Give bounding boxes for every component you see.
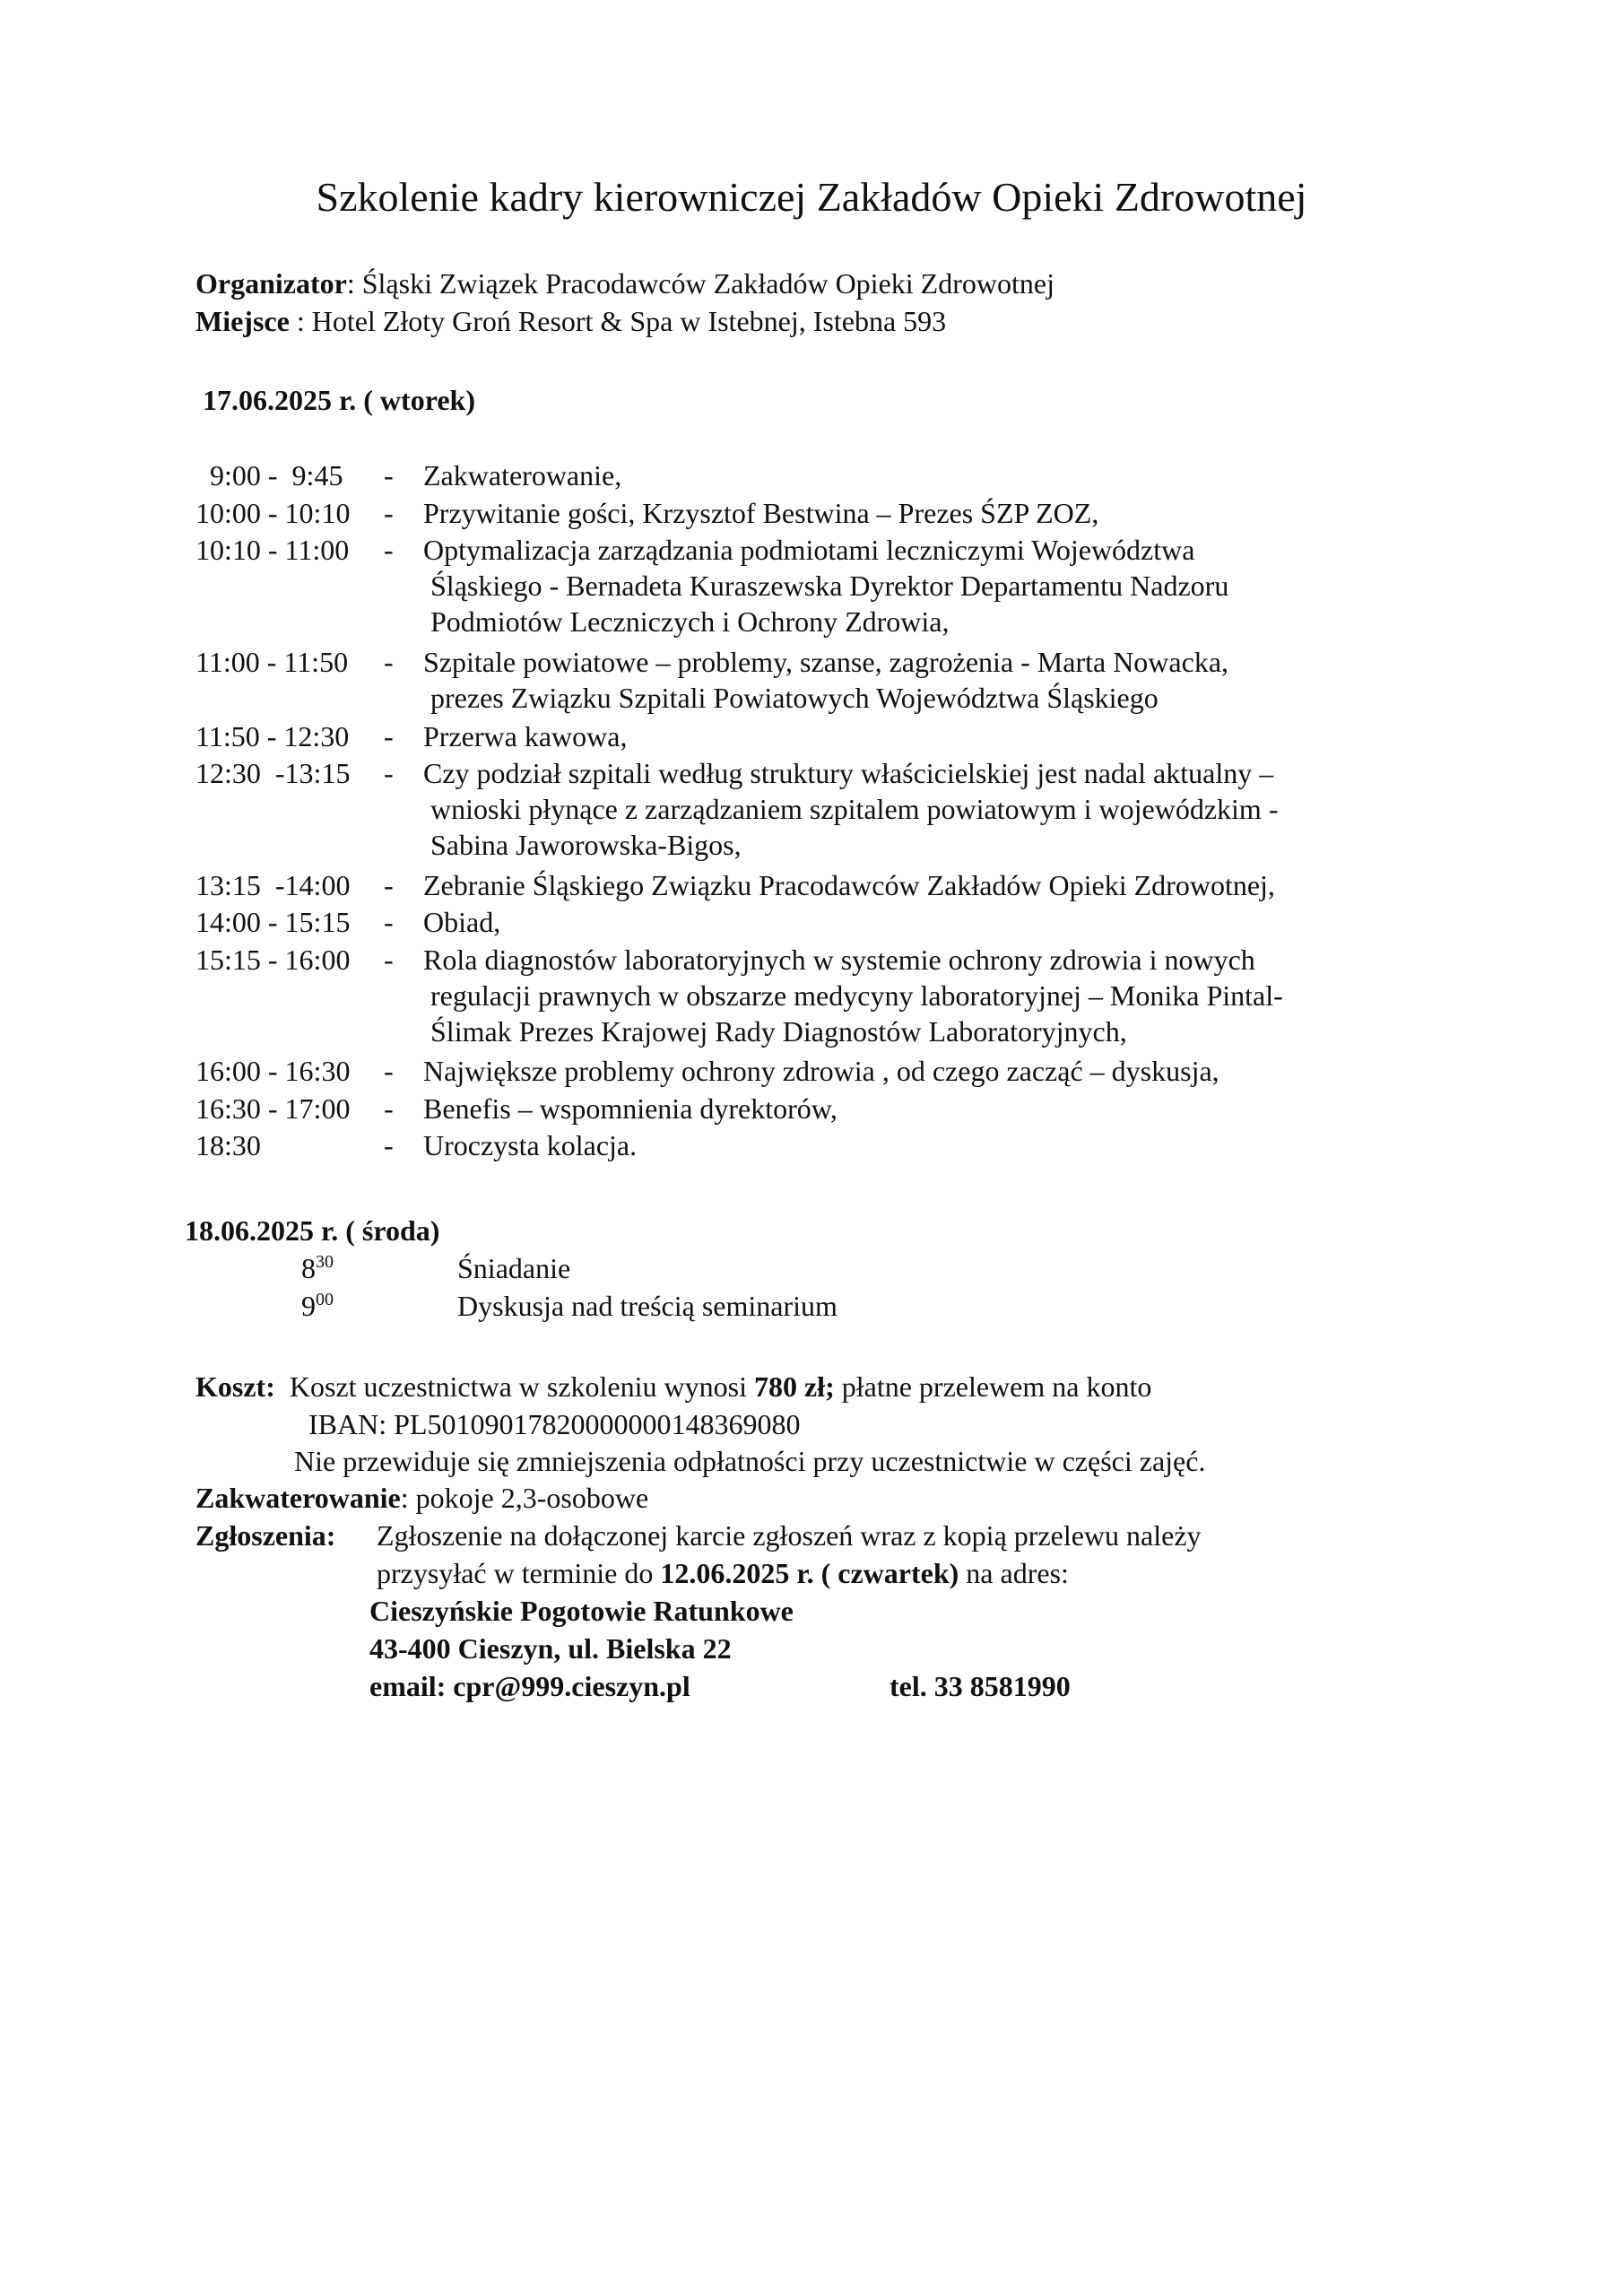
- schedule-description-line: Benefis – wspomnienia dyrektorów,: [423, 1091, 838, 1125]
- schedule-dash: -: [384, 943, 394, 976]
- schedule-description-line: Sabina Jaworowska-Bigos,: [430, 829, 742, 861]
- registration-deadline: 12.06.2025 r. ( czwartek): [660, 1557, 959, 1589]
- venue-line: [195, 303, 946, 339]
- schedule-dash: -: [384, 1055, 394, 1087]
- document-title: Szkolenie kadry kierowniczej Zakładów Opieki Zdrowotnej: [316, 174, 1307, 220]
- schedule-time: 15:15 - 16:00: [195, 943, 351, 976]
- venue-value: : Hotel Złoty Groń Resort & Spa w Istebnej, Istebna 593: [289, 305, 947, 337]
- day2-time-hour: 9: [301, 1290, 316, 1322]
- day2-description: Śniadanie: [457, 1252, 571, 1284]
- schedule-time: 16:00 - 16:30: [195, 1055, 351, 1087]
- organizer-value: : Śląski Związek Pracodawców Zakładów Opieki Zdrowotnej: [346, 267, 1055, 300]
- cost-amount: 780 zł;: [753, 1370, 835, 1403]
- schedule-description: [423, 1091, 1445, 1126]
- schedule-description: [423, 532, 1445, 639]
- schedule-description: [423, 718, 1445, 754]
- organizer-label: Organizator: [195, 267, 347, 300]
- schedule-description-line: prezes Związku Szpitali Powiatowych Województwa Śląskiego: [430, 681, 1159, 714]
- day2-time: [301, 1288, 334, 1324]
- day2-time: [301, 1250, 334, 1286]
- schedule-description-line: Uroczysta kolacja.: [423, 1129, 638, 1161]
- schedule-description-line: Obiad,: [423, 906, 501, 938]
- schedule-description-line: Rola diagnostów laboratoryjnych w systemie ochrony zdrowia i nowych: [423, 943, 1255, 976]
- schedule-description: [423, 904, 1445, 940]
- schedule-description-line: Śląskiego - Bernadeta Kuraszewska Dyrektor Departamentu Nadzoru: [430, 570, 1229, 602]
- schedule-time: 13:15 -14:00: [195, 868, 351, 901]
- registration-text-2-before: przysyłać w terminie do: [377, 1557, 661, 1589]
- schedule-dash: -: [384, 906, 394, 938]
- registration-text-2-after: na adres:: [959, 1557, 1069, 1589]
- schedule-description: [423, 1127, 1445, 1163]
- schedule-description-line: Czy podział szpitali według struktury właścicielskiej jest nadal aktualny –: [423, 757, 1274, 789]
- schedule-dash: -: [384, 868, 394, 901]
- schedule-description: [423, 867, 1445, 903]
- schedule-description: [423, 1053, 1445, 1089]
- venue-label: Miejsce: [195, 305, 290, 337]
- schedule-description: [423, 755, 1445, 863]
- schedule-dash: -: [384, 496, 394, 529]
- schedule-time: 18:30: [195, 1129, 261, 1161]
- day1-heading: 17.06.2025 r. ( wtorek): [203, 384, 475, 416]
- schedule-description: [423, 644, 1445, 716]
- cost-label: Koszt:: [195, 1370, 275, 1403]
- cost-line: [195, 1369, 1151, 1405]
- schedule-time: 12:30 -13:15: [195, 757, 351, 789]
- schedule-description-line: Zebranie Śląskiego Związku Pracodawców Zakładów Opieki Zdrowotnej,: [423, 868, 1275, 901]
- day2-time-minutes: 00: [316, 1290, 334, 1309]
- schedule-dash: -: [384, 534, 394, 566]
- day2-description: Dyskusja nad treścią seminarium: [457, 1290, 838, 1322]
- schedule-description-line: Ślimak Prezes Krajowej Rady Diagnostów Laboratoryjnych,: [430, 1014, 1127, 1048]
- schedule-description: [423, 495, 1445, 531]
- schedule-dash: -: [384, 719, 394, 752]
- registration-org-name: Cieszyńskie Pogotowie Ratunkowe: [369, 1595, 794, 1627]
- schedule-dash: -: [384, 757, 394, 789]
- day2-time-minutes: 30: [316, 1252, 334, 1272]
- schedule-description: [423, 942, 1445, 1049]
- schedule-dash: -: [384, 459, 394, 491]
- schedule-description-line: regulacji prawnych w obszarze medycyny laboratoryjnej – Monika Pintal-: [430, 978, 1283, 1012]
- schedule-description-line: Optymalizacja zarządzania podmiotami leczniczymi Województwa: [423, 534, 1195, 566]
- schedule-description: [423, 457, 1445, 493]
- accommodation-value: : pokoje 2,3-osobowe: [400, 1482, 649, 1514]
- day2-time-hour: 8: [301, 1252, 316, 1284]
- schedule-time: 10:10 - 11:00: [195, 534, 350, 566]
- schedule-time: 11:50 - 12:30: [195, 719, 350, 752]
- registration-text-2: [377, 1555, 1069, 1591]
- registration-address: 43-400 Cieszyn, ul. Bielska 22: [369, 1632, 732, 1665]
- schedule-description-line: Szpitale powiatowe – problemy, szanse, zagrożenia - Marta Nowacka,: [423, 645, 1229, 678]
- schedule-dash: -: [384, 1091, 394, 1125]
- schedule-description-line: Podmiotów Leczniczych i Ochrony Zdrowia,: [430, 605, 950, 638]
- organizer-line: [195, 265, 1055, 301]
- schedule-description-line: Przerwa kawowa,: [423, 719, 628, 752]
- registration-line: [195, 1518, 335, 1553]
- cost-text-after: płatne przelewem na konto: [834, 1370, 1152, 1403]
- registration-phone: tel. 33 8581990: [890, 1670, 1071, 1702]
- schedule-description-line: wnioski płynące z zarządzaniem szpitalem powiatowym i wojewódzkim -: [430, 793, 1279, 825]
- accommodation-line: [195, 1480, 648, 1516]
- schedule-description-line: Największe problemy ochrony zdrowia , od czego zacząć – dyskusja,: [423, 1055, 1219, 1087]
- day2-heading: 18.06.2025 r. ( środa): [185, 1214, 440, 1247]
- schedule-dash: -: [384, 645, 394, 678]
- cost-text-before: Koszt uczestnictwa w szkoleniu wynosi: [289, 1370, 754, 1403]
- schedule-time: 10:00 - 10:10: [195, 496, 351, 529]
- schedule-description-line: Zakwaterowanie,: [423, 459, 622, 491]
- registration-text-1: Zgłoszenie na dołączonej karcie zgłoszeń wraz z kopią przelewu należy: [377, 1519, 1202, 1552]
- cost-iban: IBAN: PL50109017820000000148369080: [308, 1408, 801, 1440]
- schedule-description-line: Przywitanie gości, Krzysztof Bestwina – Prezes ŚZP ZOZ,: [423, 496, 1099, 529]
- accommodation-label: Zakwaterowanie: [195, 1482, 401, 1514]
- cost-note: Nie przewiduje się zmniejszenia odpłatności przy uczestnictwie w części zajęć.: [294, 1445, 1206, 1477]
- registration-email: email: cpr@999.cieszyn.pl: [369, 1670, 690, 1702]
- schedule-dash: -: [384, 1129, 394, 1161]
- schedule-time: 14:00 - 15:15: [195, 906, 351, 938]
- registration-label: Zgłoszenia:: [195, 1519, 336, 1552]
- schedule-time: 9:00 - 9:45: [195, 459, 343, 491]
- schedule-time: 16:30 - 17:00: [195, 1091, 351, 1125]
- schedule-time: 11:00 - 11:50: [195, 645, 349, 678]
